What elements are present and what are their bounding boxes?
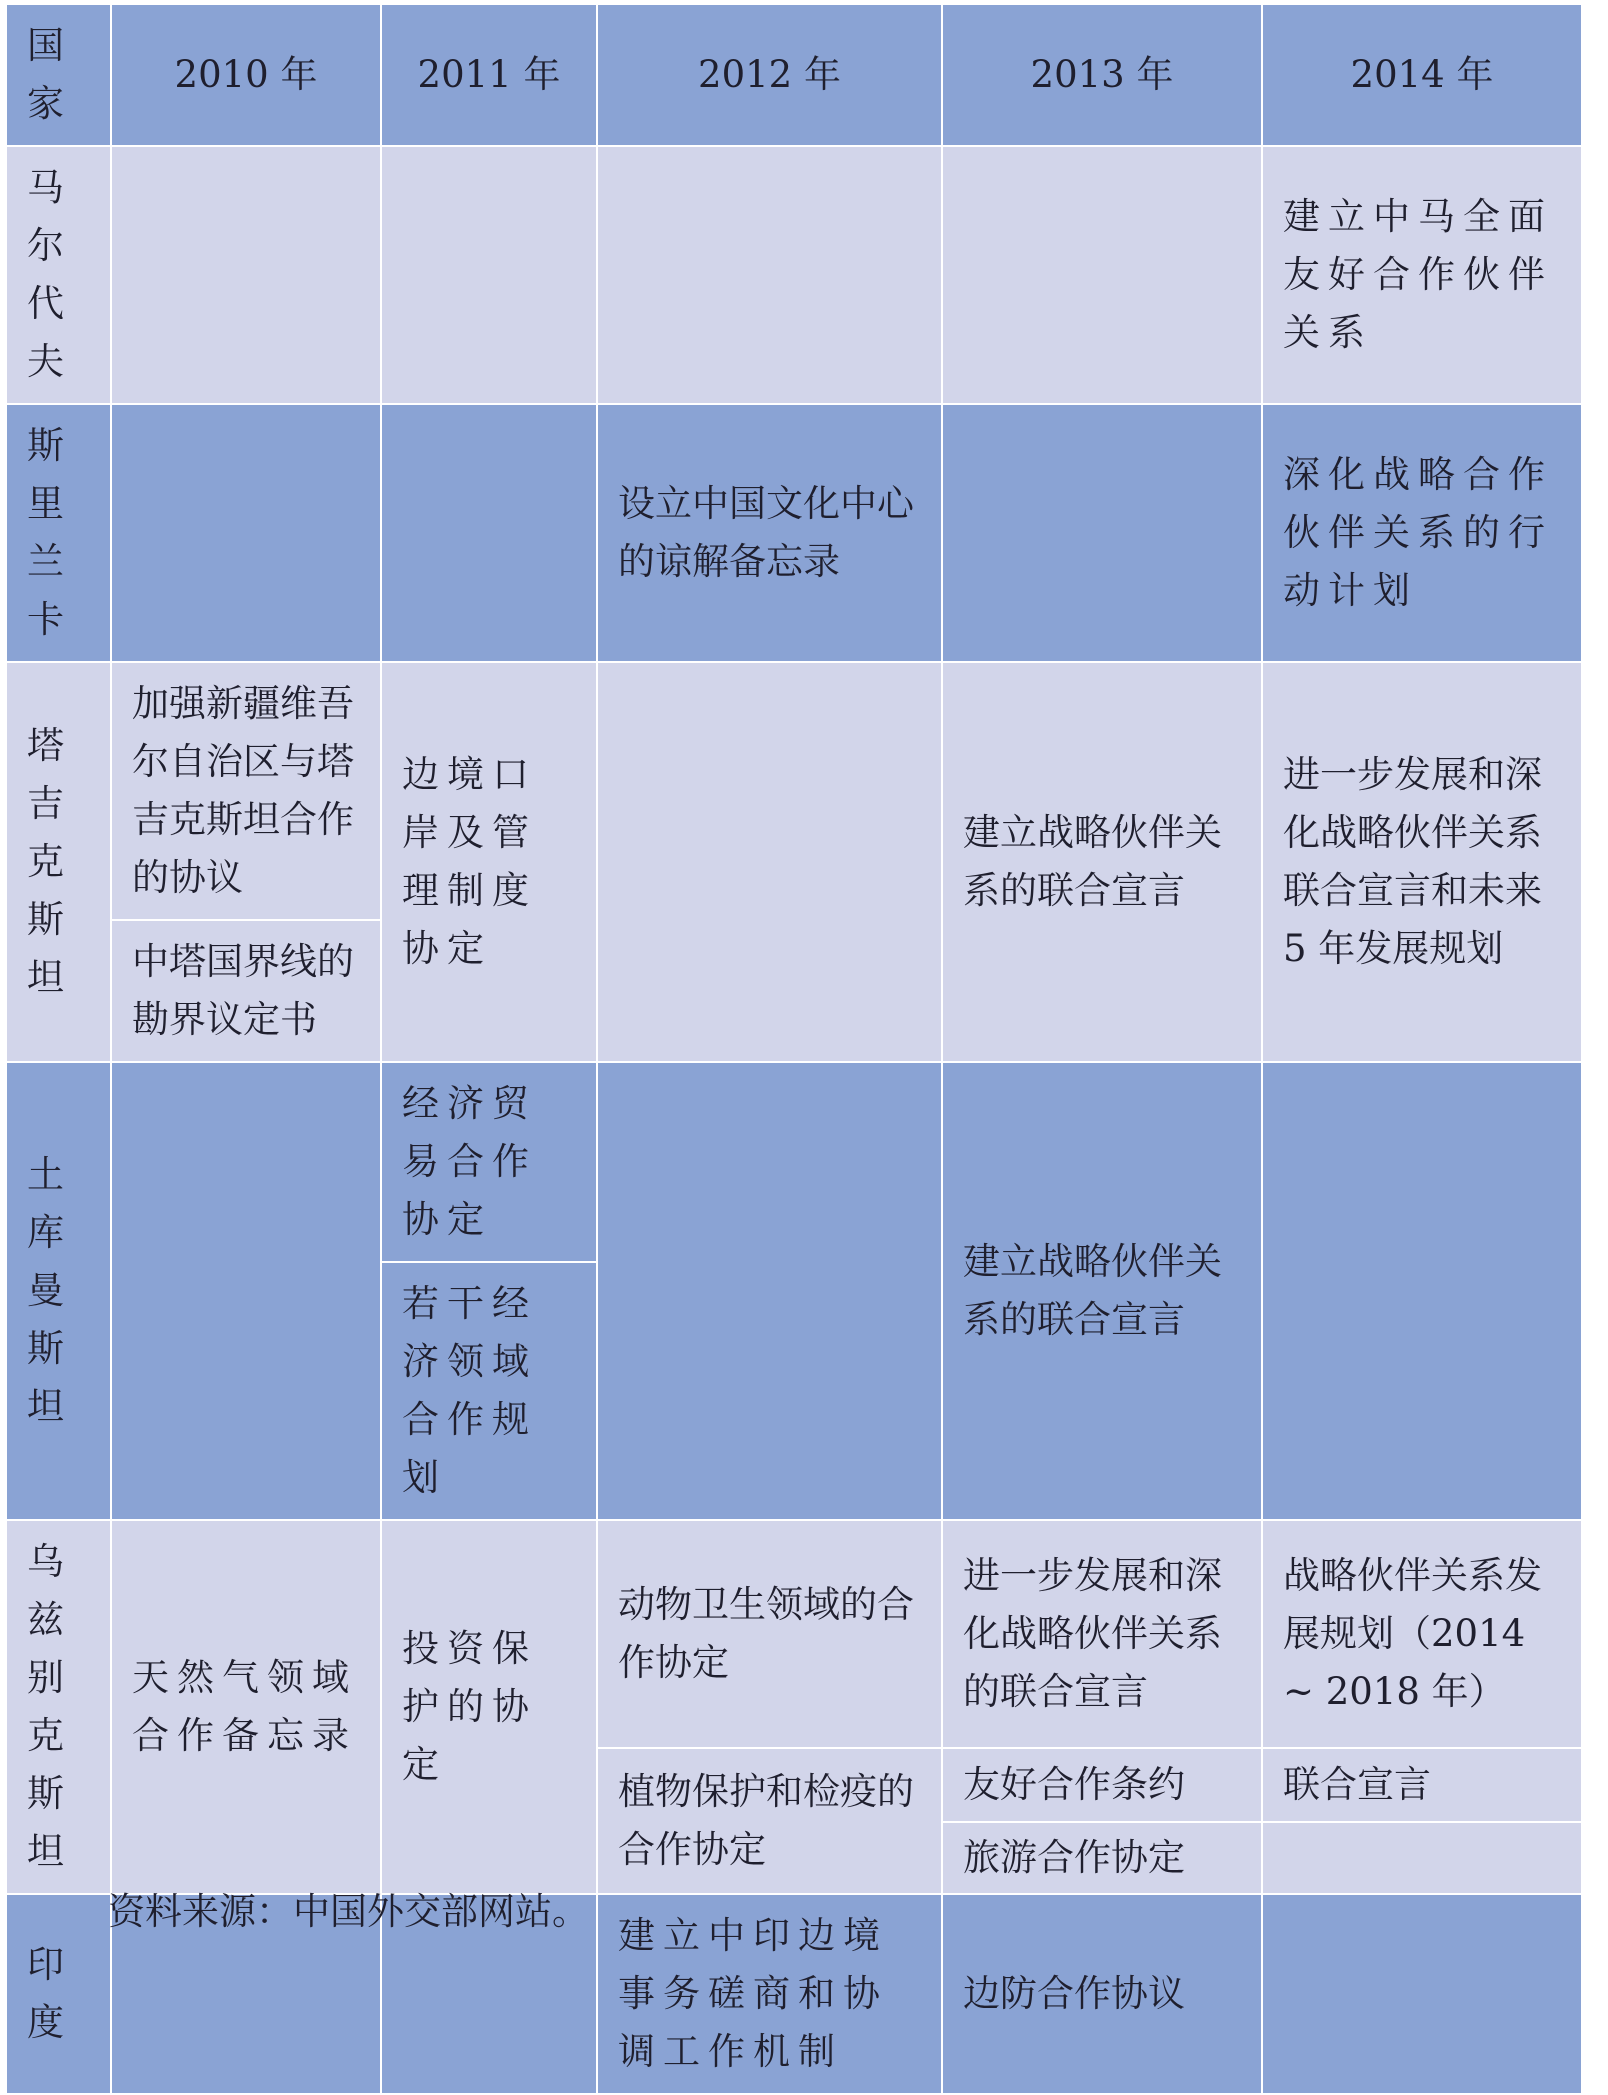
cell-empty bbox=[597, 1062, 942, 1520]
cell-uzbekistan-2010: 天然气领域合作备忘录 bbox=[111, 1520, 381, 1894]
cell-empty bbox=[597, 146, 942, 404]
table-row bbox=[6, 1520, 1582, 1748]
cell-turkmenistan-2011-b: 若干经济领域合作规划 bbox=[381, 1262, 597, 1520]
header-2011: 2011 年 bbox=[381, 4, 597, 146]
cell-india-2013: 边防合作协议 bbox=[942, 1894, 1262, 2094]
header-country: 国家 bbox=[6, 4, 111, 146]
cell-tajikistan-2013: 建立战略伙伴关系的联合宣言 bbox=[942, 662, 1262, 1062]
cell-uzbekistan-2011: 投资保护的协定 bbox=[381, 1520, 597, 1894]
cell-tajikistan-2010-a: 加强新疆维吾尔自治区与塔吉克斯坦合作的协议 bbox=[111, 662, 381, 920]
cell-uzbekistan-2013-b: 友好合作条约 bbox=[942, 1748, 1262, 1822]
cell-empty bbox=[381, 404, 597, 662]
country-india: 印度 bbox=[6, 1894, 111, 2094]
cell-turkmenistan-2013: 建立战略伙伴关系的联合宣言 bbox=[942, 1062, 1262, 1520]
cell-empty bbox=[381, 146, 597, 404]
cell-uzbekistan-2013-a: 进一步发展和深化战略伙伴关系的联合宣言 bbox=[942, 1520, 1262, 1748]
treaty-table bbox=[5, 3, 1583, 2095]
cell-india-2012: 建立中印边境事务磋商和协调工作机制 bbox=[597, 1894, 942, 2094]
country-srilanka: 斯里兰卡 bbox=[6, 404, 111, 662]
cell-empty bbox=[1262, 1822, 1582, 1894]
cell-tajikistan-2010-b: 中塔国界线的勘界议定书 bbox=[111, 920, 381, 1062]
cell-empty bbox=[942, 146, 1262, 404]
cell-tajikistan-2011: 边境口岸及管理制度协定 bbox=[381, 662, 597, 1062]
cell-uzbekistan-2012-b: 植物保护和检疫的合作协定 bbox=[597, 1748, 942, 1894]
country-turkmenistan: 土库曼斯坦 bbox=[6, 1062, 111, 1520]
cell-empty bbox=[1262, 1894, 1582, 2094]
cell-uzbekistan-2012-a: 动物卫生领域的合作协定 bbox=[597, 1520, 942, 1748]
cell-empty bbox=[1262, 1062, 1582, 1520]
cell-empty bbox=[942, 404, 1262, 662]
cell-uzbekistan-2014-b: 联合宣言 bbox=[1262, 1748, 1582, 1822]
header-2012: 2012 年 bbox=[597, 4, 942, 146]
header-2014: 2014 年 bbox=[1262, 4, 1582, 146]
cell-empty bbox=[111, 146, 381, 404]
cell-empty bbox=[111, 404, 381, 662]
cell-turkmenistan-2011-a: 经济贸易合作协定 bbox=[381, 1062, 597, 1262]
source-note: 资料来源：中国外交部网站。 bbox=[108, 1890, 589, 1933]
header-2013: 2013 年 bbox=[942, 4, 1262, 146]
cell-empty bbox=[597, 662, 942, 1062]
header-2010: 2010 年 bbox=[111, 4, 381, 146]
cell-uzbekistan-2013-c: 旅游合作协定 bbox=[942, 1822, 1262, 1894]
country-tajikistan: 塔吉克斯坦 bbox=[6, 662, 111, 1062]
table-row bbox=[6, 404, 1582, 662]
cell-tajikistan-2014: 进一步发展和深化战略伙伴关系联合宣言和未来 5 年发展规划 bbox=[1262, 662, 1582, 1062]
header-row bbox=[6, 4, 1582, 146]
cell-srilanka-2014: 深化战略合作伙伴关系的行动计划 bbox=[1262, 404, 1582, 662]
table-row bbox=[6, 662, 1582, 920]
cell-maldives-2014: 建立中马全面友好合作伙伴关系 bbox=[1262, 146, 1582, 404]
cell-srilanka-2012: 设立中国文化中心的谅解备忘录 bbox=[597, 404, 942, 662]
table-row bbox=[6, 146, 1582, 404]
cell-uzbekistan-2014-a: 战略伙伴关系发展规划（2014 ~ 2018 年） bbox=[1262, 1520, 1582, 1748]
table-row bbox=[6, 1062, 1582, 1262]
country-maldives: 马尔代夫 bbox=[6, 146, 111, 404]
country-uzbekistan: 乌兹别克斯坦 bbox=[6, 1520, 111, 1894]
cell-empty bbox=[111, 1062, 381, 1520]
